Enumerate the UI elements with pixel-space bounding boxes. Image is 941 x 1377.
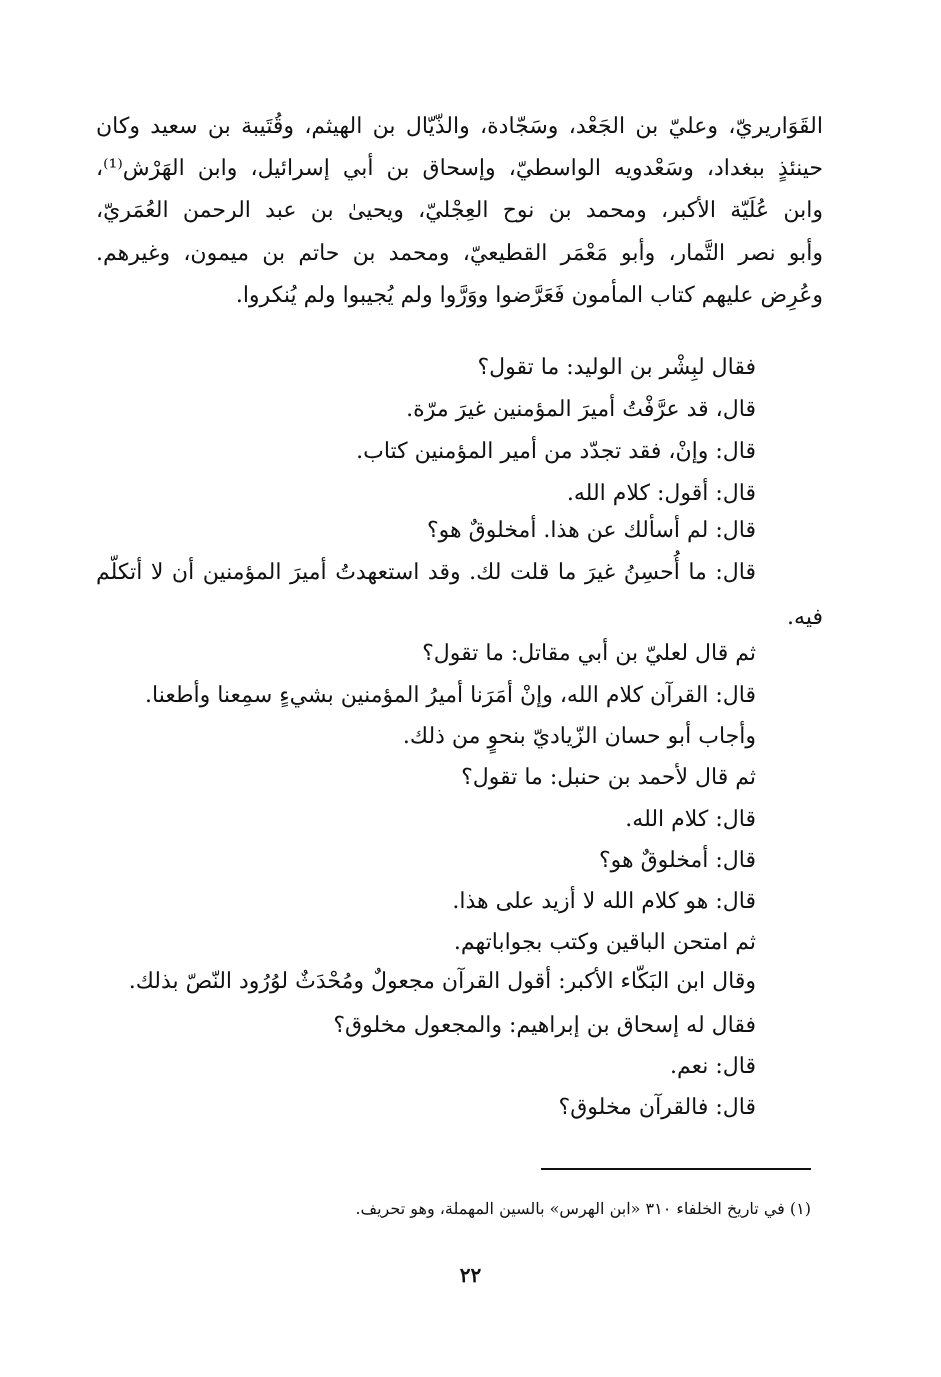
dialogue-line: قال: وإنْ، فقد تجدّد من أمير المؤمنين كتاب.: [356, 439, 756, 464]
dialogue-line: ثم امتحن الباقين وكتب بجواباتهم.: [453, 930, 756, 955]
dialogue-line: فقال لبِشْر بن الوليد: ما تقول؟: [477, 355, 756, 380]
paragraph-line: وأبو نصر التَّمار، وأبو مَعْمَر القطيعيّ، ومحمد بن حاتم بن ميمون، وغيرهم.: [96, 241, 823, 266]
dialogue-line: قال، قد عرَّفْتُ أميرَ المؤمنين غيرَ مرّة.: [406, 397, 756, 422]
dialogue-line: قال: القرآن كلام الله، وإنْ أمَرَنا أميرُ المؤمنين بشيءٍ سمِعنا وأطعنا.: [145, 683, 756, 708]
dialogue-line: قال: نعم.: [670, 1054, 756, 1079]
paragraph-line: وعُرِض عليهم كتاب المأمون فَعَرَّضوا ووَرَّوا ولم يُجيبوا ولم يُنكروا.: [235, 283, 823, 308]
dialogue-line: قال: لم أسألك عن هذا. أمخلوقٌ هو؟: [426, 518, 756, 543]
dialogue-line: قال: كلام الله.: [625, 807, 756, 832]
dialogue-line: قال: فالقرآن مخلوق؟: [558, 1095, 756, 1120]
paragraph-line: القَوَاريريّ، وعليّ بن الجَعْد، وسَجّادة، والذّيّال بن الهيثم، وقُتَيبة بن سعيد وكان: [96, 114, 823, 139]
footnote-divider: [541, 1168, 811, 1170]
footnote: (١) في تاريخ الخلفاء ٣١٠ «ابن الهرس» بالسين المهملة، وهو تحريف.: [355, 1199, 811, 1218]
dialogue-line: قال: هو كلام الله لا أزيد على هذا.: [452, 889, 756, 914]
dialogue-line: ثم قال لعليّ بن أبي مقاتل: ما تقول؟: [422, 641, 756, 666]
paragraph-line: وابن عُلَيّة الأكبر، ومحمد بن نوح العِجْليّ، ويحيىٰ بن عبد الرحمن العُمَريّ،: [96, 198, 823, 223]
page-number: ٢٢: [459, 1263, 482, 1287]
dialogue-line: ثم قال لأحمد بن حنبل: ما تقول؟: [461, 765, 756, 790]
dialogue-line: وأجاب أبو حسان الزّياديّ بنحوٍ من ذلك.: [402, 724, 756, 749]
dialogue-line: فقال له إسحاق بن إبراهيم: والمجعول مخلوق؟: [333, 1013, 756, 1038]
paragraph-line: حينئذٍ ببغداد، وسَعْدويه الواسطيّ، وإسحاق بن أبي إسرائيل، وابن الهَرْش⁽¹⁾،: [96, 156, 823, 181]
dialogue-line: قال: ما أُحسِنُ غيرَ ما قلت لك. وقد استعهدتُ أميرَ المؤمنين أن لا أتكلّم: [96, 560, 756, 585]
dialogue-line: قال: أقول: كلام الله.: [566, 481, 756, 506]
dialogue-line: قال: أمخلوقٌ هو؟: [598, 848, 756, 873]
dialogue-line-wrap: فيه.: [787, 605, 823, 630]
dialogue-line: وقال ابن البَكّاء الأكبر: أقول القرآن مجعولٌ ومُحْدَثٌ لوُرُود النّصّ بذلك.: [128, 969, 756, 994]
